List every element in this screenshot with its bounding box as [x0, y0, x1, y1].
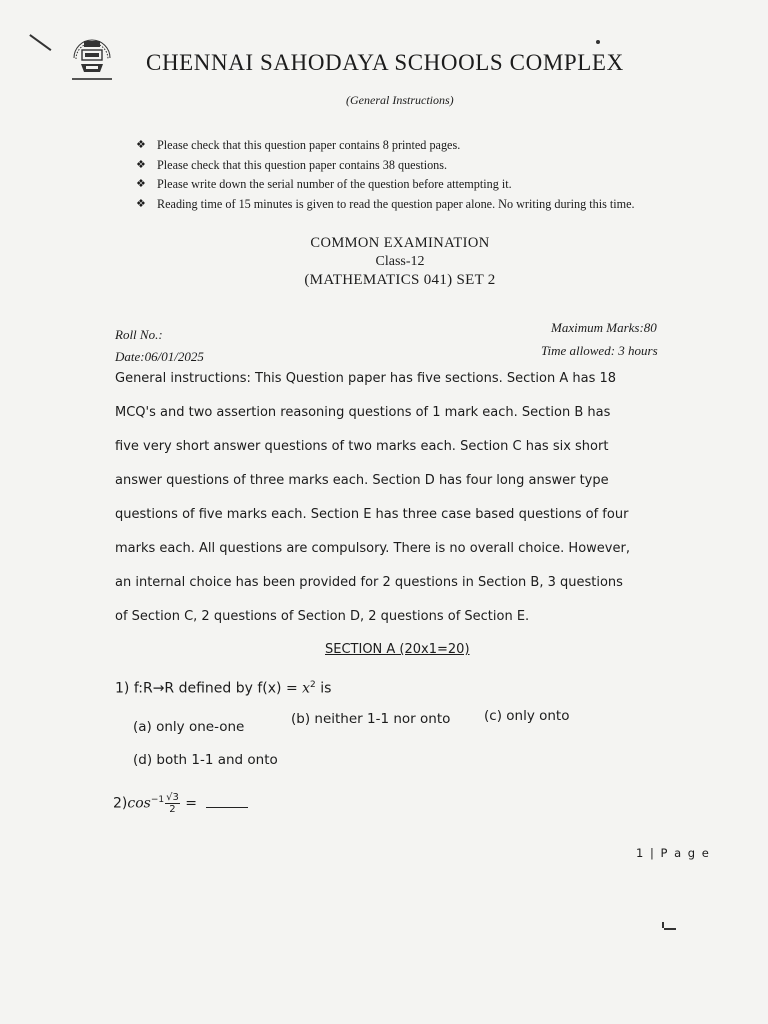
school-title: CHENNAI SAHODAYA SCHOOLS COMPLEX — [146, 50, 624, 75]
question-1: 1) f:R→R defined by $f(x) = x^2$ is — [115, 680, 332, 697]
instruction-list — [136, 136, 681, 214]
maximum-marks: Maximum Marks:80 — [551, 320, 657, 335]
exam-title: COMMON EXAMINATION — [310, 235, 490, 251]
diamond-bullet-icon: ❖ — [136, 139, 146, 151]
instruction-item: ❖ Please write down the serial number of the question before attempting it. — [136, 175, 681, 195]
question-2: $2)\cos^{-1}$ $\frac{√3}{2}$ = — [113, 792, 248, 815]
section-a-heading: SECTION A (20x1=20) — [325, 642, 470, 657]
instruction-line: General instructions: This Question paper has five sections. Section A has 18 — [115, 371, 617, 386]
instruction-item: ❖ Please check that this question paper contains 8 printed pages. — [136, 136, 681, 156]
fraction: $\frac{√3}{2}$ — [166, 792, 179, 815]
instruction-line: answer questions of three marks each. Section D has four long answer type — [115, 473, 609, 488]
q1-option-d: (d) both 1-1 and onto — [133, 752, 278, 768]
instruction-item: ❖ Reading time of 15 minutes is given to read the question paper alone. No writing during this time. — [136, 195, 681, 215]
diamond-bullet-icon: ❖ — [136, 178, 146, 190]
q1-option-a: (a) only one-one — [133, 719, 245, 735]
answer-blank — [206, 795, 248, 808]
instruction-line: five very short answer questions of two marks each. Section C has six short — [115, 439, 609, 454]
instruction-line: an internal choice has been provided for 2 questions in Section B, 3 questions — [115, 575, 623, 590]
instruction-item: ❖ Please check that this question paper contains 38 questions. — [136, 156, 681, 176]
q1-option-b: (b) neither 1-1 nor onto — [291, 711, 451, 727]
instruction-line: of Section C, 2 questions of Section D, 2 questions of Section E. — [115, 609, 530, 624]
school-logo — [64, 28, 120, 86]
general-instructions-paragraph — [115, 370, 675, 642]
general-instructions-subtitle: (General Instructions) — [346, 93, 454, 107]
instruction-line: questions of five marks each. Section E has three case based questions of four — [115, 507, 629, 522]
top-right-scan-mark — [596, 40, 600, 44]
exam-date: Date:06/01/2025 — [115, 349, 204, 364]
q1-option-c: (c) only onto — [484, 708, 570, 724]
scan-mark — [662, 922, 664, 928]
instruction-line: marks each. All questions are compulsory. There is no overall choice. However, — [115, 541, 630, 556]
corner-scan-mark — [30, 34, 52, 50]
time-allowed: Time allowed: 3 hours — [541, 343, 658, 358]
exam-subject: (MATHEMATICS 041) SET 2 — [304, 272, 496, 288]
roll-number-label: Roll No.: — [115, 327, 163, 342]
scan-mark — [664, 928, 676, 930]
diamond-bullet-icon: ❖ — [136, 158, 146, 171]
page-number: 1 | P a g e — [636, 846, 711, 860]
exam-class: Class-12 — [375, 254, 425, 269]
diamond-bullet-icon: ❖ — [136, 197, 146, 210]
instruction-line: MCQ's and two assertion reasoning questions of 1 mark each. Section B has — [115, 405, 611, 420]
